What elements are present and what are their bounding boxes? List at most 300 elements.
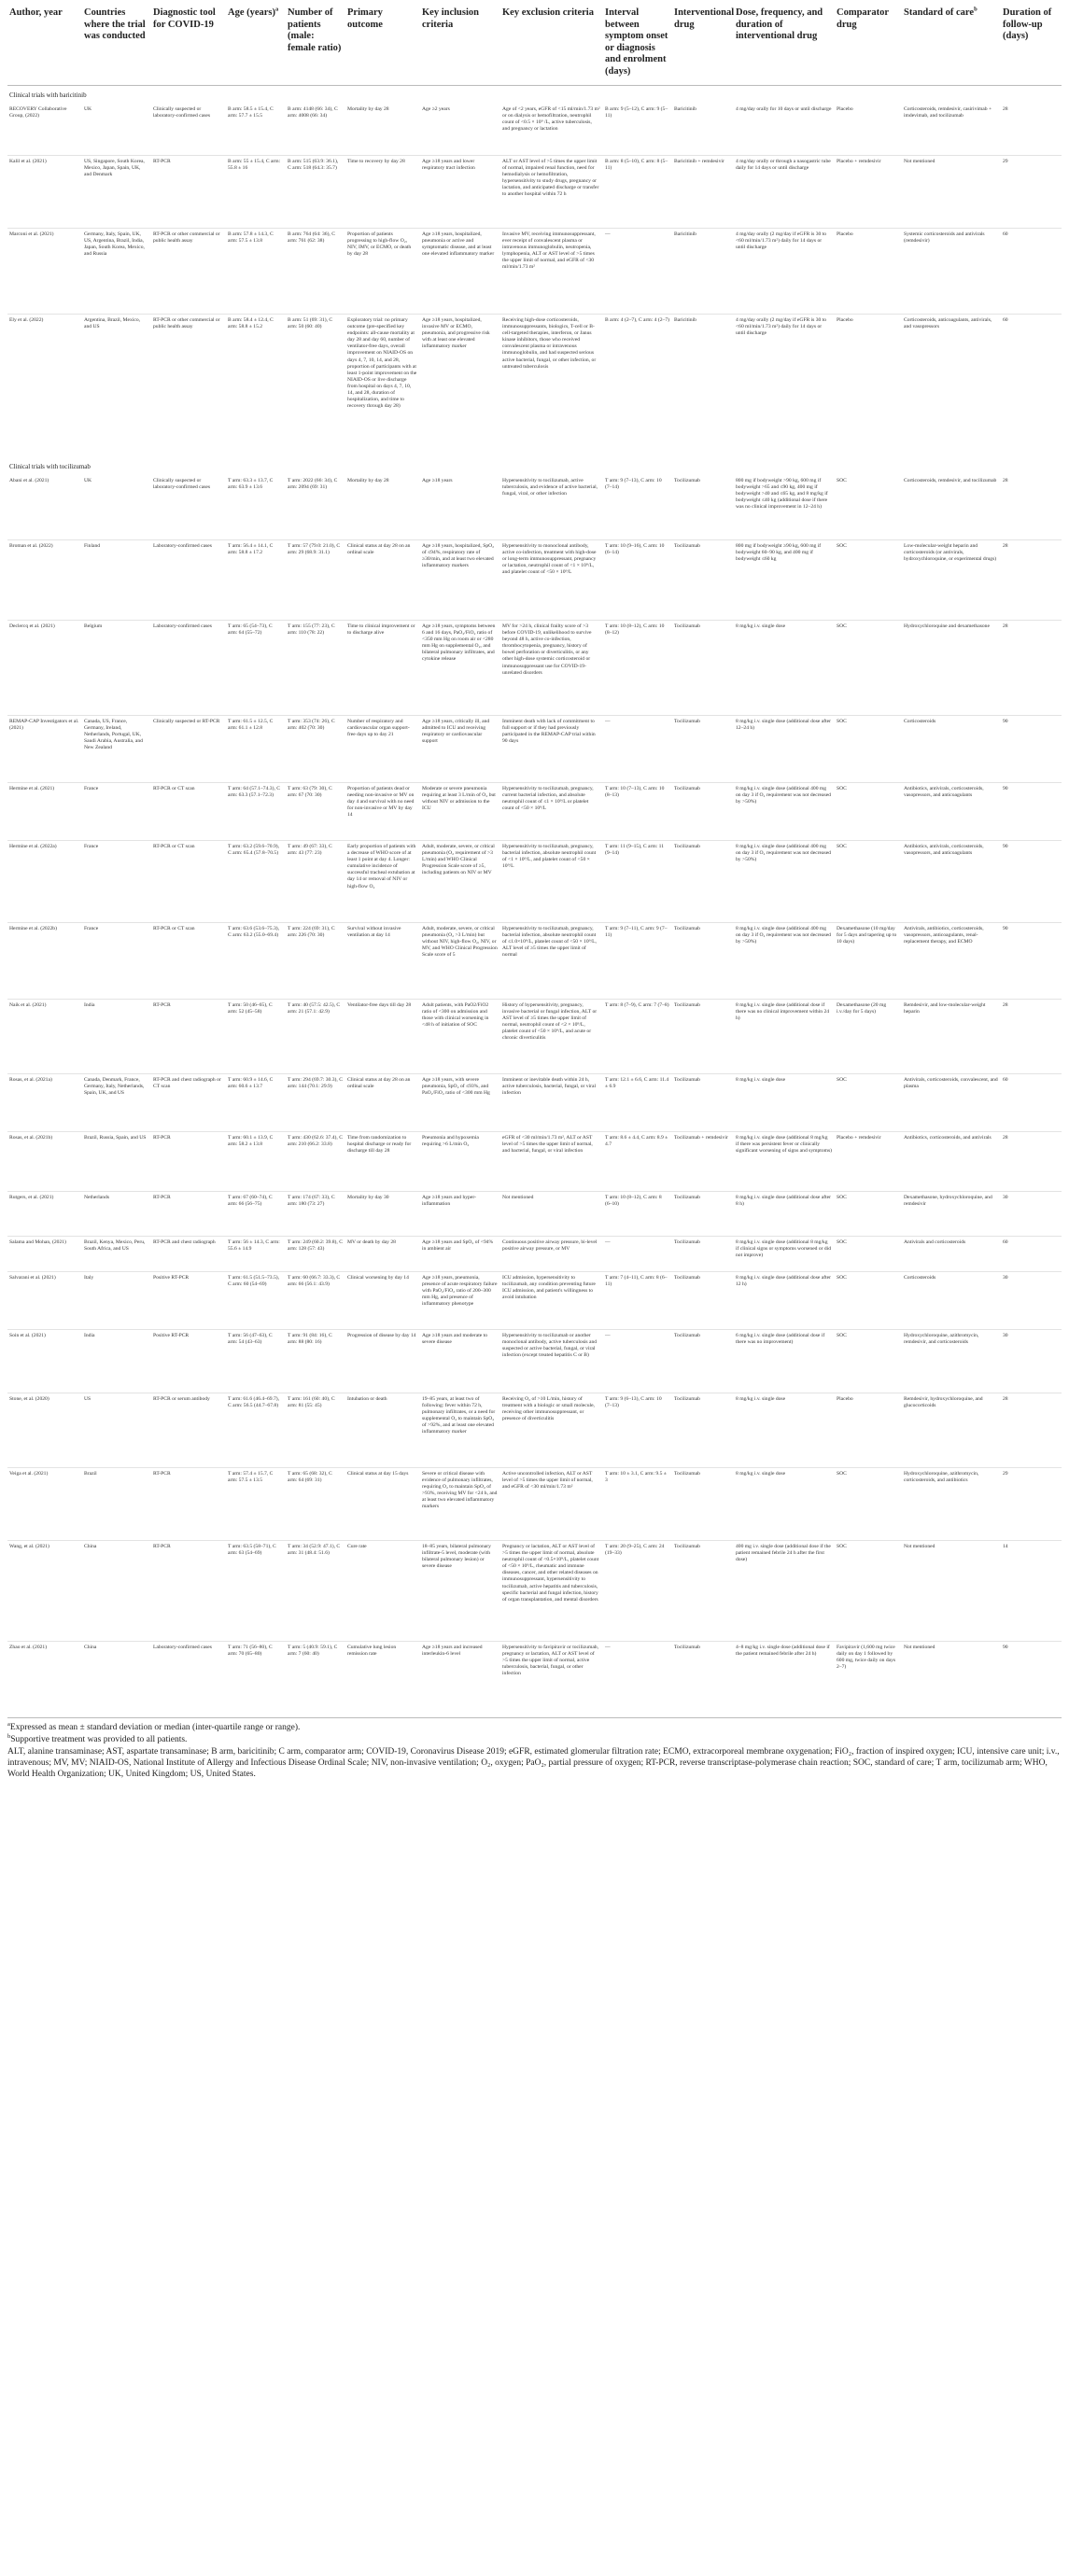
cell-primary-outcome: Ventilator-free days till day 28 xyxy=(345,1000,420,1074)
cell-dose: 400 mg i.v. single dose (additional dose if the patient remained febrile 24 h after the first dose) xyxy=(734,1541,835,1642)
cell-standard-of-care: Antivirals, antibiotics, corticosteroids, vasopressors, anticoagulants, renal-replacement therapy, and ECMO xyxy=(902,923,1001,1000)
cell-interventional-drug: Tocilizumab xyxy=(672,783,734,841)
table-row xyxy=(7,1468,1062,1541)
cell-diagnostic-tool: Clinically suspected or RT-PCR xyxy=(151,716,226,783)
table-row xyxy=(7,1393,1062,1468)
cell-standard-of-care: Remdesivir, and low-molecular-weight heparin xyxy=(902,1000,1001,1074)
cell-diagnostic-tool: Positive RT-PCR xyxy=(151,1272,226,1330)
cell-patients: T arm: 34 (52.9: 47.1), C arm: 31 (48.4: 51.6) xyxy=(286,1541,345,1642)
table-row xyxy=(7,1541,1062,1642)
cell-age: B arm: 55 ± 15.4, C arm: 55.8 ± 16 xyxy=(226,156,286,229)
cell-standard-of-care: Antibiotics, antivirals, corticosteroids, vasopressors, and anticoagulants xyxy=(902,841,1001,923)
cell-age: T arm: 63.2 (59.6–70.9), C arm: 65.4 (57.8–70.5) xyxy=(226,841,286,923)
cell-diagnostic-tool: RT-PCR xyxy=(151,1132,226,1192)
cell-interval: — xyxy=(603,229,672,315)
cell-exclusion-criteria: Hypersensitivity to favipiravir or tocilizumab, pregnancy or lactation, ALT or AST level of >5 times the upper limit of normal, active tuberculosis, bacterial, fungal, or other infection xyxy=(500,1642,603,1716)
cell-comparator-drug: Dexamethasone (10 mg/day for 5 days and tapering up to 10 days) xyxy=(835,923,902,1000)
cell-inclusion-criteria: Age ≥18 years, critically ill, and admitted to ICU and receiving respiratory or cardiovascular support xyxy=(420,716,500,783)
cell-comparator-drug: SOC xyxy=(835,716,902,783)
cell-followup-duration: 28 xyxy=(1001,621,1062,716)
cell-exclusion-criteria: Hypersensitivity to monoclonal antibody, active co-infection, treatment with high-dose or long-term immunosuppressant, pregnancy or lactation, neutrophil count of <1 × 10⁹/L, and platelet count of <50 × 10⁹/L xyxy=(500,540,603,621)
cell-dose: 4 mg/day orally or through a nasogastric tube daily for 14 days or until discharge xyxy=(734,156,835,229)
cell-interventional-drug: Tocilizumab xyxy=(672,1272,734,1330)
cell-author-year: Rosas, et al. (2021a) xyxy=(7,1074,82,1132)
cell-followup-duration: 90 xyxy=(1001,1642,1062,1716)
cell-interventional-drug: Tocilizumab xyxy=(672,1237,734,1272)
cell-patients: T arm: 2022 (66: 34), C arm: 2094 (69: 31) xyxy=(288,478,338,491)
cell-exclusion-criteria: eGFR of <30 ml/min/1.73 m², ALT or AST level of >5 times the upper limit of normal, and bacterial, fungal, or viral infection xyxy=(500,1132,603,1192)
cell-patients: T arm: 63 (79: 30), C arm: 67 (70: 30) xyxy=(286,783,345,841)
header-age-label: Age (years) xyxy=(228,7,276,18)
cell-dose: 8 mg/kg i.v. single dose (additional 400 mg on day 3 if O₂ requirement was not decreased by >50%) xyxy=(734,841,835,923)
cell-standard-of-care: Corticosteroids, remdesivir, casirivimab + imdevimab, and tocilizumab xyxy=(904,106,992,119)
cell-primary-outcome: Clinical worsening by day 14 xyxy=(345,1272,420,1330)
cell-interventional-drug: Baricitinib xyxy=(672,229,734,315)
cell-dose: 800 mg if bodyweight >90 kg, 600 mg if bodyweight >65 and ≤90 kg, 400 mg if bodyweight >40 and ≤65 kg, and 8 mg/kg if bodyweight ≤40 kg (additional dose if there was no clinical improvement in 12–24 h) xyxy=(736,478,828,511)
cell-primary-outcome: Cure rate xyxy=(345,1541,420,1642)
cell-inclusion-criteria: Adult, moderate, severe, or critical pneumonia (O₂ >3 L/min) but without NIV, high-flow O₂, NIV, or MV, and WHO Clinical Progression Scale score of 5 xyxy=(420,923,500,1000)
cell-primary-outcome: Time to clinical improvement or to discharge alive xyxy=(345,621,420,716)
footnote-a-mark: a xyxy=(7,1720,10,1728)
header-diagnostic-tool: Diagnostic tool for COVID-19 xyxy=(151,6,226,86)
cell-inclusion-criteria: Severe or critical disease with evidence of pulmonary infiltrates, requiring O₂ to maintain SpO₂ of >93%, receiving MV for <24 h, and at least two elevated inflammatory markers xyxy=(420,1468,500,1541)
cell-author-year: Declercq et al. (2021) xyxy=(7,621,82,716)
cell-interventional-drug: Tocilizumab xyxy=(672,716,734,783)
cell-followup-duration: 14 xyxy=(1001,1541,1062,1642)
cell-inclusion-criteria: 18–85 years, bilateral pulmonary infiltrate-5 level, moderate (with bilateral pulmonary lesion) or severe disease xyxy=(420,1541,500,1642)
cell-diagnostic-tool: RT-PCR xyxy=(151,1000,226,1074)
cell-followup-duration: 90 xyxy=(1001,841,1062,923)
cell-countries: India xyxy=(82,1000,151,1074)
cell-author-year: Ely et al. (2022) xyxy=(7,315,82,458)
cell-followup-duration: 30 xyxy=(1001,1192,1062,1237)
cell-standard-of-care: Remdesivir, hydroxychloroquine, and glucocorticoids xyxy=(902,1393,1001,1468)
cell-author-year: Broman et al. (2022) xyxy=(7,540,82,621)
cell-author-year: Hermine et al. (2022a) xyxy=(7,841,82,923)
cell-followup-duration: 28 xyxy=(1001,1393,1062,1468)
cell-comparator-drug: SOC xyxy=(835,1237,902,1272)
cell-standard-of-care: Hydroxychloroquine, azithromycin, remdesivir, and corticosteroids xyxy=(902,1330,1001,1393)
cell-comparator-drug: Placebo + remdesivir xyxy=(835,1132,902,1192)
cell-exclusion-criteria: Hypersensitivity to tocilizumab, pregnancy, current bacterial infection, and absolute neutrophil count of ≤1 × 10⁹/L or platelet count of <50 × 10⁹/L xyxy=(500,783,603,841)
cell-author-year: REMAP-CAP Investigators et al. (2021) xyxy=(7,716,82,783)
header-primary-outcome: Primary outcome xyxy=(345,6,420,86)
cell-age: T arm: 61.5 (51.5–73.5), C arm: 60 (54–69) xyxy=(226,1272,286,1330)
cell-followup-duration: 28 xyxy=(1001,1000,1062,1074)
cell-author-year: Salama and Mohan, (2021) xyxy=(7,1237,82,1272)
header-age xyxy=(226,6,286,86)
cell-interval: — xyxy=(603,1642,672,1716)
cell-dose: 8 mg/kg i.v. single dose (additional dose after 8 h) xyxy=(734,1192,835,1237)
table-row xyxy=(7,1000,1062,1074)
cell-comparator-drug: Placebo + remdesivir xyxy=(835,156,902,229)
cell-countries: UK xyxy=(84,106,92,112)
header-age-footnote-mark: a xyxy=(275,6,279,13)
table-row xyxy=(7,1237,1062,1272)
header-followup: Duration of follow-up (days) xyxy=(1001,6,1062,86)
cell-exclusion-criteria: Imminent or inevitable death within 24 h, active tuberculosis, bacterial, fungal, or viral infection xyxy=(500,1074,603,1132)
table-row xyxy=(7,923,1062,1000)
cell-interventional-drug: Baricitinib xyxy=(674,106,696,112)
cell-followup-duration: 29 xyxy=(1001,1468,1062,1541)
cell-followup-duration: 28 xyxy=(1001,540,1062,621)
cell-followup-duration: 90 xyxy=(1001,716,1062,783)
cell-inclusion-criteria: Age ≥18 years and increased interleukin-6 level xyxy=(420,1642,500,1716)
table-row xyxy=(7,315,1062,458)
cell-interval: T arm: 10 (7–13), C arm: 10 (8–13) xyxy=(603,783,672,841)
cell-author-year: Wang, et al. (2021) xyxy=(7,1541,82,1642)
cell-interventional-drug: Tocilizumab xyxy=(672,1074,734,1132)
cell-countries: Brazil xyxy=(82,1468,151,1541)
cell-dose: 8 mg/kg i.v. single dose xyxy=(734,1468,835,1541)
cell-countries: Belgium xyxy=(82,621,151,716)
header-soc xyxy=(902,6,1001,86)
cell-exclusion-criteria: History of hypersensitivity, pregnancy, invasive bacterial or fungal infection, ALT or AST level of ≥5 times the upper limit of normal, neutrophil count of <2 × 10⁹/L, platelet count of <50 × 10⁹/L, and acute or chronic diverticulitis xyxy=(500,1000,603,1074)
cell-patients: B arm: 4148 (66: 34), C arm: 4008 (66: 34) xyxy=(288,106,338,119)
table-row xyxy=(7,621,1062,716)
cell-standard-of-care: Antivirals and corticosteroids xyxy=(902,1237,1001,1272)
cell-standard-of-care: Not mentioned xyxy=(902,1541,1001,1642)
cell-diagnostic-tool: RT-PCR xyxy=(151,156,226,229)
footnote-abbreviations: ALT, alanine transaminase; AST, aspartate transaminase; B arm, baricitinib; C arm, comparator arm; COVID-19, Coronavirus Disease 2019; eGFR, estimated glomerular filtration rate; ECMO, extracorporeal membrane oxygenation; FiO₂, fraction of inspired oxygen; ICU, intensive care unit; i.v., intravenous; MV, MV; NIAID-OS, National Institute of Allergy and Infectious Disease Ordinal Scale; NIV, non-invasive ventilation; O₂, oxygen; PaO₂, partial pressure of oxygen; RT-PCR, reverse transcriptase-polymerase chain reaction; SOC, standard of care; T arm, tocilizumab arm; WHO, World Health Organization; UK, United Kingdom; US, United States. xyxy=(7,1747,1060,1779)
cell-age: T arm: 64 (57.1–74.3), C arm: 63.3 (57.1–72.3) xyxy=(226,783,286,841)
cell-standard-of-care: Antibiotics, corticosteroids, and antivirals xyxy=(902,1132,1001,1192)
cell-interventional-drug: Tocilizumab xyxy=(672,1541,734,1642)
cell-followup-duration: 90 xyxy=(1001,783,1062,841)
cell-diagnostic-tool: Clinically suspected or laboratory-confirmed cases xyxy=(153,106,211,119)
cell-age: B arm: 58.5 ± 15.4, C arm: 57.7 ± 15.5 xyxy=(228,106,274,119)
cell-author-year: Rutgers, et al. (2021) xyxy=(7,1192,82,1237)
cell-interval: T arm: 9 (6–13), C arm: 10 (7–13) xyxy=(603,1393,672,1468)
section-row xyxy=(7,457,1062,475)
cell-exclusion-criteria: Not mentioned xyxy=(500,1192,603,1237)
cell-inclusion-criteria: Age ≥2 years xyxy=(422,106,450,112)
cell-followup-duration: 60 xyxy=(1001,229,1062,315)
cell-interval: T arm: 8.6 ± 4.4, C arm: 8.9 ± 4.7 xyxy=(603,1132,672,1192)
cell-interval: T arm: 10 (9–16), C arm: 10 (6–14) xyxy=(603,540,672,621)
cell-interval: — xyxy=(603,1237,672,1272)
cell-primary-outcome: MV or death by day 28 xyxy=(345,1237,420,1272)
cell-comparator-drug: Placebo xyxy=(835,229,902,315)
cell-countries: Brazil, Kenya, Mexico, Peru, South Africa, and US xyxy=(82,1237,151,1272)
cell-diagnostic-tool: Clinically suspected or laboratory-confirmed cases xyxy=(153,478,211,491)
cell-age: B arm: 57.8 ± 14.3, C arm: 57.5 ± 13.8 xyxy=(226,229,286,315)
cell-interval: T arm: 10 ± 3.1, C arm: 9.5 ± 3 xyxy=(603,1468,672,1541)
cell-author-year: Hermine et al. (2021) xyxy=(7,783,82,841)
cell-age: T arm: 71 (56–80), C arm: 70 (65–80) xyxy=(226,1642,286,1716)
cell-comparator-drug: SOC xyxy=(835,1541,902,1642)
cell-age: T arm: 61.6 (46.4–69.7), C arm: 56.5 (44.7–67.8) xyxy=(226,1393,286,1468)
cell-primary-outcome: Progression of disease by day 14 xyxy=(345,1330,420,1393)
cell-dose: 6 mg/kg i.v. single dose (additional dose if there was no improvement) xyxy=(734,1330,835,1393)
cell-diagnostic-tool: RT-PCR and chest radiograph or CT scan xyxy=(151,1074,226,1132)
cell-inclusion-criteria: Age ≥18 years, hospitalized, invasive MV or ECMO, pneumonia, and progressive risk with at least one elevated inflammatory marker xyxy=(420,315,500,458)
cell-primary-outcome: Clinical status at day 28 on an ordinal scale xyxy=(345,1074,420,1132)
cell-diagnostic-tool: RT-PCR and chest radiograph xyxy=(151,1237,226,1272)
cell-author-year: Kalil et al. (2021) xyxy=(7,156,82,229)
cell-primary-outcome: Time from randomization to hospital discharge or ready for discharge till day 28 xyxy=(345,1132,420,1192)
cell-countries: France xyxy=(82,923,151,1000)
cell-standard-of-care: Corticosteroids, remdesivir, and tocilizumab xyxy=(904,478,997,483)
cell-diagnostic-tool: RT-PCR or CT scan xyxy=(151,923,226,1000)
cell-patients: T arm: 5 (40.9: 59.1), C arm: 7 (60: 40) xyxy=(286,1642,345,1716)
cell-patients: T arm: 249 (60.2: 39.8), C arm: 128 (57: 43) xyxy=(286,1237,345,1272)
cell-interval: T arm: 20 (9–25), C arm: 24 (19–33) xyxy=(603,1541,672,1642)
table-row xyxy=(7,1330,1062,1393)
cell-author-year: Veiga et al. (2021) xyxy=(7,1468,82,1541)
cell-dose: 4 mg/day orally for 10 days or until discharge xyxy=(736,106,832,112)
cell-countries: China xyxy=(82,1642,151,1716)
table-row xyxy=(7,540,1062,621)
cell-primary-outcome: Mortality by day 30 xyxy=(345,1192,420,1237)
cell-standard-of-care: Corticosteroids, anticoagulants, antivirals, and vasopressors xyxy=(902,315,1001,458)
cell-diagnostic-tool: RT-PCR or CT scan xyxy=(151,841,226,923)
cell-interventional-drug: Tocilizumab xyxy=(672,1000,734,1074)
table-row xyxy=(7,1132,1062,1192)
table-row xyxy=(7,783,1062,841)
cell-exclusion-criteria: Continuous positive airway pressure, bi-level positive airway pressure, or MV xyxy=(500,1237,603,1272)
cell-exclusion-criteria: MV for >24 h, clinical frailty score of >3 before COVID-19, unlikelihood to survive beyond 48 h, active co-infection, thrombocytopenia, pregnancy, history of bowel perforation or diverticulitis, or any other high-dose systemic corticosteroid or immunosuppressant use for COVID-19-unrelated disorders xyxy=(500,621,603,716)
cell-primary-outcome: Survival without invasive ventilation at day 14 xyxy=(345,923,420,1000)
cell-primary-outcome: Number of respiratory and cardiovascular organ support-free days up to day 21 xyxy=(345,716,420,783)
cell-standard-of-care: Antivirals, corticosteroids, convalescent, and plasma xyxy=(902,1074,1001,1132)
header-countries: Countries where the trial was conducted xyxy=(82,6,151,86)
cell-standard-of-care: Not mentioned xyxy=(902,156,1001,229)
cell-age: T arm: 50 (46–65), C arm: 52 (45–58) xyxy=(226,1000,286,1074)
cell-inclusion-criteria: Age ≥18 years, hospitalized, SpO₂ of ≤94%, respiratory rate of ≥30/min, and at least two elevated inflammatory markers xyxy=(420,540,500,621)
cell-exclusion-criteria: Receiving high-dose corticosteroids, immunosuppressants, biologics, T-cell or B-cell-targeted therapies, interferon, or Janus kinase inhibitors, those who received convalescent plasma or intravenous immunoglobulin, and had suspected serious active bacterial, fungal, or other infection, or untreated tuberculosis xyxy=(500,315,603,458)
footnote-b xyxy=(7,1734,1062,1745)
cell-dose: 8 mg/kg i.v. single dose (additional 400 mg on day 3 if O₂ requirement was not decreased by >50%) xyxy=(734,783,835,841)
header-dose: Dose, frequency, and duration of interventional drug xyxy=(734,6,835,86)
header-interval: Interval between symptom onset or diagnosis and enrolment (days) xyxy=(603,6,672,86)
cell-patients: T arm: 294 (69.7: 30.3), C arm: 144 (70.1: 29.9) xyxy=(286,1074,345,1132)
cell-comparator-drug: SOC xyxy=(835,1192,902,1237)
cell-dose: 800 mg if bodyweight ≥90 kg, 600 mg if bodyweight 60–90 kg, and 400 mg if bodyweight ≤60 kg xyxy=(734,540,835,621)
cell-age: T arm: 63.6 (53.6–75.3), C arm: 63.2 (55.0–69.4) xyxy=(226,923,286,1000)
cell-followup-duration: 29 xyxy=(1001,156,1062,229)
cell-interval: B arm: 9 (5–12), C arm: 9 (5–11) xyxy=(605,106,668,119)
cell-patients: T arm: 40 (57.5: 42.5), C arm: 21 (57.1: 42.9) xyxy=(286,1000,345,1074)
cell-countries: India xyxy=(82,1330,151,1393)
cell-primary-outcome: Proportion of patients progressing to high-flow O₂, NIV, IMV, or ECMO, or death by day 28 xyxy=(345,229,420,315)
cell-inclusion-criteria: 19–85 years, at least two of following: fever within 72 h, pulmonary infiltrates, or a need for supplemental O₂ to maintain SpO₂ of >92%, and at least one elevated inflammatory marker xyxy=(420,1393,500,1468)
cell-author-year: Salvarani et al. (2021) xyxy=(7,1272,82,1330)
table-row xyxy=(7,1272,1062,1330)
cell-diagnostic-tool: RT-PCR xyxy=(151,1468,226,1541)
cell-countries: UK xyxy=(84,478,92,483)
cell-age: T arm: 65 (54–73), C arm: 64 (55–72) xyxy=(226,621,286,716)
cell-primary-outcome: Mortality by day 28 xyxy=(347,106,389,112)
cell-comparator-drug: Placebo xyxy=(835,1393,902,1468)
cell-interventional-drug: Tocilizumab xyxy=(672,621,734,716)
cell-countries: Argentina, Brazil, Mexico, and US xyxy=(82,315,151,458)
cell-patients: B arm: 764 (64: 36), C arm: 761 (62: 38) xyxy=(286,229,345,315)
cell-age: T arm: 60.1 ± 13.9, C arm: 58.2 ± 13.8 xyxy=(226,1132,286,1192)
header-patients: Number of patients (male: female ratio) xyxy=(286,6,345,86)
cell-standard-of-care: Corticosteroids xyxy=(902,716,1001,783)
cell-comparator-drug: SOC xyxy=(835,1468,902,1541)
cell-age: B arm: 58.4 ± 12.4, C arm: 58.8 ± 15.2 xyxy=(226,315,286,458)
cell-dose: 8 mg/kg i.v. single dose (additional 8 mg/kg if there was persistent fever or clinically significant worsening of signs and symptoms) xyxy=(734,1132,835,1192)
cell-followup-duration: 90 xyxy=(1001,923,1062,1000)
cell-comparator-drug: Placebo xyxy=(837,106,853,112)
cell-comparator-drug: SOC xyxy=(837,478,847,483)
cell-age: T arm: 56.4 ± 14.1, C arm: 58.8 ± 17.2 xyxy=(226,540,286,621)
cell-followup-duration: 60 xyxy=(1001,315,1062,458)
cell-countries: Brazil, Russia, Spain, and US xyxy=(82,1132,151,1192)
cell-diagnostic-tool: RT-PCR or serum antibody xyxy=(151,1393,226,1468)
cell-age: T arm: 56 (47–63), C arm: 54 (43–63) xyxy=(226,1330,286,1393)
cell-author-year: Hermine et al. (2022b) xyxy=(7,923,82,1000)
cell-inclusion-criteria: Age ≥18 years and hyper-inflammation xyxy=(420,1192,500,1237)
cell-interventional-drug: Tocilizumab xyxy=(672,841,734,923)
footnote-a xyxy=(7,1722,1062,1733)
cell-inclusion-criteria: Age ≥18 years and lower respiratory tract infection xyxy=(420,156,500,229)
cell-author-year: Abani et al. (2021) xyxy=(9,478,49,483)
cell-diagnostic-tool: RT-PCR or other commercial or public health assay xyxy=(151,229,226,315)
section-row xyxy=(7,86,1062,105)
cell-standard-of-care: Low-molecular-weight heparin and corticosteroids (or antivirals, hydroxychloroquine, or experimental drugs) xyxy=(902,540,1001,621)
cell-inclusion-criteria: Moderate or severe pneumonia requiring at least 3 L/min of O₂ but without NIV or admission to the ICU xyxy=(420,783,500,841)
cell-countries: Canada, Denmark, France, Germany, Italy, Netherlands, Spain, UK, and US xyxy=(82,1074,151,1132)
cell-exclusion-criteria: Active uncontrolled infection, ALT or AST level of >5 times the upper limit of normal, and eGFR of <30 ml/min/1.73 m² xyxy=(500,1468,603,1541)
cell-inclusion-criteria: Age ≥18 years, hospitalized, pneumonia or active and symptomatic disease, and at least one elevated inflammatory marker xyxy=(420,229,500,315)
cell-author-year: Rosas, et al. (2021b) xyxy=(7,1132,82,1192)
cell-diagnostic-tool: RT-PCR xyxy=(151,1192,226,1237)
header-comparator: Comparator drug xyxy=(835,6,902,86)
cell-interventional-drug: Tocilizumab xyxy=(672,1642,734,1716)
cell-interval: T arm: 10 (8–12), C arm: 10 (8–12) xyxy=(603,621,672,716)
header-inclusion: Key inclusion criteria xyxy=(420,6,500,86)
cell-primary-outcome: Mortality by day 28 xyxy=(347,478,389,483)
cell-standard-of-care: Dexamethasone, hydroxychloroquine, and remdesivir xyxy=(902,1192,1001,1237)
cell-primary-outcome: Time to recovery by day 28 xyxy=(345,156,420,229)
table-row xyxy=(7,1642,1062,1716)
cell-exclusion-criteria: Receiving O₂ of >10 L/min, history of treatment with a biologic or small molecule, receiving other immunosuppressant, or presence of diverticulitis xyxy=(500,1393,603,1468)
table-row xyxy=(7,156,1062,229)
cell-age: T arm: 63.3 ± 13.7, C arm: 63.9 ± 13.6 xyxy=(228,478,274,491)
cell-standard-of-care: Systemic corticosteroids and antivirals (remdesivir) xyxy=(902,229,1001,315)
cell-countries: China xyxy=(82,1541,151,1642)
cell-primary-outcome: Clinical status at day 28 on an ordinal scale xyxy=(345,540,420,621)
table-row xyxy=(7,475,1062,540)
cell-comparator-drug: SOC xyxy=(835,1330,902,1393)
cell-patients: T arm: 161 (60: 40), C arm: 81 (55: 45) xyxy=(286,1393,345,1468)
cell-comparator-drug: SOC xyxy=(835,1272,902,1330)
cell-diagnostic-tool: Laboratory-confirmed cases xyxy=(151,540,226,621)
table-row xyxy=(7,841,1062,923)
cell-inclusion-criteria: Pneumonia and hypoxemia requiring >6 L/min O₂ xyxy=(420,1132,500,1192)
cell-age: T arm: 67 (60–74), C arm: 66 (56–75) xyxy=(226,1192,286,1237)
cell-comparator-drug: SOC xyxy=(835,621,902,716)
cell-primary-outcome: Proportion of patients dead or needing non-invasive or MV on day 4 and survival with no need for non-invasive or MV by day 14 xyxy=(345,783,420,841)
cell-age: T arm: 56 ± 14.3, C arm: 55.6 ± 14.9 xyxy=(226,1237,286,1272)
cell-patients: T arm: 91 (84: 16), C arm: 88 (80: 16) xyxy=(286,1330,345,1393)
cell-author-year: Zhao et al. (2021) xyxy=(7,1642,82,1716)
cell-primary-outcome: Early proportion of patients with a decrease of WHO score of at least 1 point at day 4. Longer: cumulative incidence of successful tracheal extubation at day 14 or removal of NIV or high-flow O₂ xyxy=(345,841,420,923)
cell-comparator-drug: SOC xyxy=(835,783,902,841)
cell-interventional-drug: Baricitinib + remdesivir xyxy=(672,156,734,229)
cell-followup-duration: 60 xyxy=(1001,1074,1062,1132)
cell-countries: Netherlands xyxy=(82,1192,151,1237)
footnotes xyxy=(7,1722,1062,1780)
footnote-a-text: Expressed as mean ± standard deviation or median (inter-quartile range or range). xyxy=(9,1723,301,1732)
table-row xyxy=(7,1074,1062,1132)
cell-patients: T arm: 57 (79.0: 21.0), C arm: 29 (68.9: 31.1) xyxy=(286,540,345,621)
cell-dose: 8 mg/kg i.v. single dose (additional dose if there was no clinical improvement within 24 h) xyxy=(734,1000,835,1074)
cell-interval: T arm: 7 (4–11), C arm: 8 (6–11) xyxy=(603,1272,672,1330)
cell-comparator-drug: SOC xyxy=(835,1074,902,1132)
cell-patients: T arm: 353 (74: 26), C arm: 402 (70: 30) xyxy=(286,716,345,783)
cell-interval: B arm: 4 (2–7), C arm: 4 (2–7) xyxy=(603,315,672,458)
cell-interventional-drug: Tocilizumab + remdesivir xyxy=(672,1132,734,1192)
table-body xyxy=(7,86,1062,1716)
cell-exclusion-criteria: Imminent death with lack of commitment to full support or if they had previously participated in the REMAP-CAP trial within 90 days xyxy=(500,716,603,783)
cell-followup-duration: 28 xyxy=(1003,106,1008,112)
cell-dose: 8 mg/kg i.v. single dose xyxy=(734,1074,835,1132)
cell-patients: B arm: 51 (69: 31), C arm: 50 (60: 40) xyxy=(286,315,345,458)
cell-inclusion-criteria: Adult patients, with PaO2/FiO2 ratio of <300 on admission and those with clinical worsening in <48 h of initiation of SOC xyxy=(420,1000,500,1074)
cell-primary-outcome: Clinical status at day 15 days xyxy=(345,1468,420,1541)
cell-comparator-drug: SOC xyxy=(835,540,902,621)
section-title: Clinical trials with baricitinib xyxy=(9,91,87,99)
table-bottom-rule xyxy=(7,1717,1062,1718)
cell-primary-outcome: Cumulative lung lesion remission rate xyxy=(345,1642,420,1716)
cell-patients: T arm: 155 (77: 23), C arm: 110 (78: 22) xyxy=(286,621,345,716)
cell-interventional-drug: Tocilizumab xyxy=(672,923,734,1000)
cell-dose: 8 mg/kg i.v. single dose (additional 8 mg/kg if clinical signs or symptoms worsened or did not improve) xyxy=(734,1237,835,1272)
cell-countries: France xyxy=(82,841,151,923)
cell-exclusion-criteria: Invasive MV, receiving immunosuppressant, ever receipt of convalescent plasma or intravenous immunoglobulin, neutropenia, lymphopenia, ALT or AST level of >5 times the upper limit of normal, and eGFR of <30 ml/min/1.73 m² xyxy=(500,229,603,315)
cell-primary-outcome: Intubation or death xyxy=(345,1393,420,1468)
header-author-year: Author, year xyxy=(7,6,82,86)
cell-dose: 4–8 mg/kg i.v. single dose (additional dose if the patient remained febrile after 24 h) xyxy=(734,1642,835,1716)
section-title: Clinical trials with tocilizumab xyxy=(9,463,91,470)
cell-countries: Italy xyxy=(82,1272,151,1330)
cell-inclusion-criteria: Age ≥18 years, symptoms between 6 and 16 days, PaO₂/FiO₂ ratio of <350 mm Hg on room air or <280 mm Hg on supplemental O₂, and bilateral pulmonary infiltrates, and cytokine release xyxy=(420,621,500,716)
cell-comparator-drug: Dexamethasone (20 mg i.v./day for 5 days) xyxy=(835,1000,902,1074)
cell-exclusion-criteria: Hypersensitivity to tocilizumab, pregnancy, bacterial infection, absolute neutrophil count of <1 × 10⁹/L, and platelet count of <50 × 10⁹/L xyxy=(500,841,603,923)
cell-inclusion-criteria: Age ≥18 years xyxy=(422,478,453,483)
cell-inclusion-criteria: Age ≥18 years, with severe pneumonia, SpO₂ of ≤93%, and PaO₂/FiO₂ ratio of <300 mm Hg xyxy=(420,1074,500,1132)
cell-age: T arm: 57.4 ± 15.7, C arm: 57.5 ± 13.5 xyxy=(226,1468,286,1541)
cell-dose: 8 mg/kg i.v. single dose (additional dose after 12 h) xyxy=(734,1272,835,1330)
cell-exclusion-criteria: Hypersensitivity to tocilizumab, active tuberculosis, and evidence of active bacterial, fungal, viral, or other infection xyxy=(502,478,598,497)
cell-standard-of-care: Hydroxychloroquine and dexamethasone xyxy=(902,621,1001,716)
cell-countries: Germany, Italy, Spain, UK, US, Argentina, Brazil, India, Japan, South Korea, Mexico, and Russia xyxy=(82,229,151,315)
cell-exclusion-criteria: ALT or AST level of >5 times the upper limit of normal, impaired renal function, need for hemodialysis or hemofiltration, hypersensitivity to study drugs, pregnancy or lactation, and anticipated discharge or transfer to another hospital within 72 h xyxy=(500,156,603,229)
cell-author-year: Marconi et al. (2021) xyxy=(7,229,82,315)
cell-diagnostic-tool: Laboratory-confirmed cases xyxy=(151,1642,226,1716)
cell-interval: B arm: 8 (5–10), C arm: 8 (5–11) xyxy=(603,156,672,229)
cell-followup-duration: 28 xyxy=(1003,478,1008,483)
cell-standard-of-care: Corticosteroids xyxy=(902,1272,1001,1330)
header-intervention: Interventional drug xyxy=(672,6,734,86)
cell-patients: T arm: 224 (69: 31), C arm: 226 (70: 30) xyxy=(286,923,345,1000)
cell-interventional-drug: Tocilizumab xyxy=(672,1468,734,1541)
cell-comparator-drug: Placebo xyxy=(835,315,902,458)
cell-dose: 8 mg/kg i.v. single dose xyxy=(734,621,835,716)
header-soc-label: Standard of care xyxy=(904,7,975,18)
cell-standard-of-care: Hydroxychloroquine, azithromycin, corticosteroids, and antibiotics xyxy=(902,1468,1001,1541)
cell-dose: 8 mg/kg i.v. single dose (additional dose after 12–24 h) xyxy=(734,716,835,783)
cell-dose: 4 mg/day orally (2 mg/day if eGFR is 30 to <60 ml/min/1.73 m²) daily for 14 days or until discharge xyxy=(734,229,835,315)
cell-interval: — xyxy=(603,1330,672,1393)
cell-standard-of-care: Not mentioned xyxy=(902,1642,1001,1716)
cell-patients: T arm: 430 (62.6: 37.4), C arm: 210 (66.2: 33.8) xyxy=(286,1132,345,1192)
cell-diagnostic-tool: RT-PCR or other commercial or public health assay xyxy=(151,315,226,458)
